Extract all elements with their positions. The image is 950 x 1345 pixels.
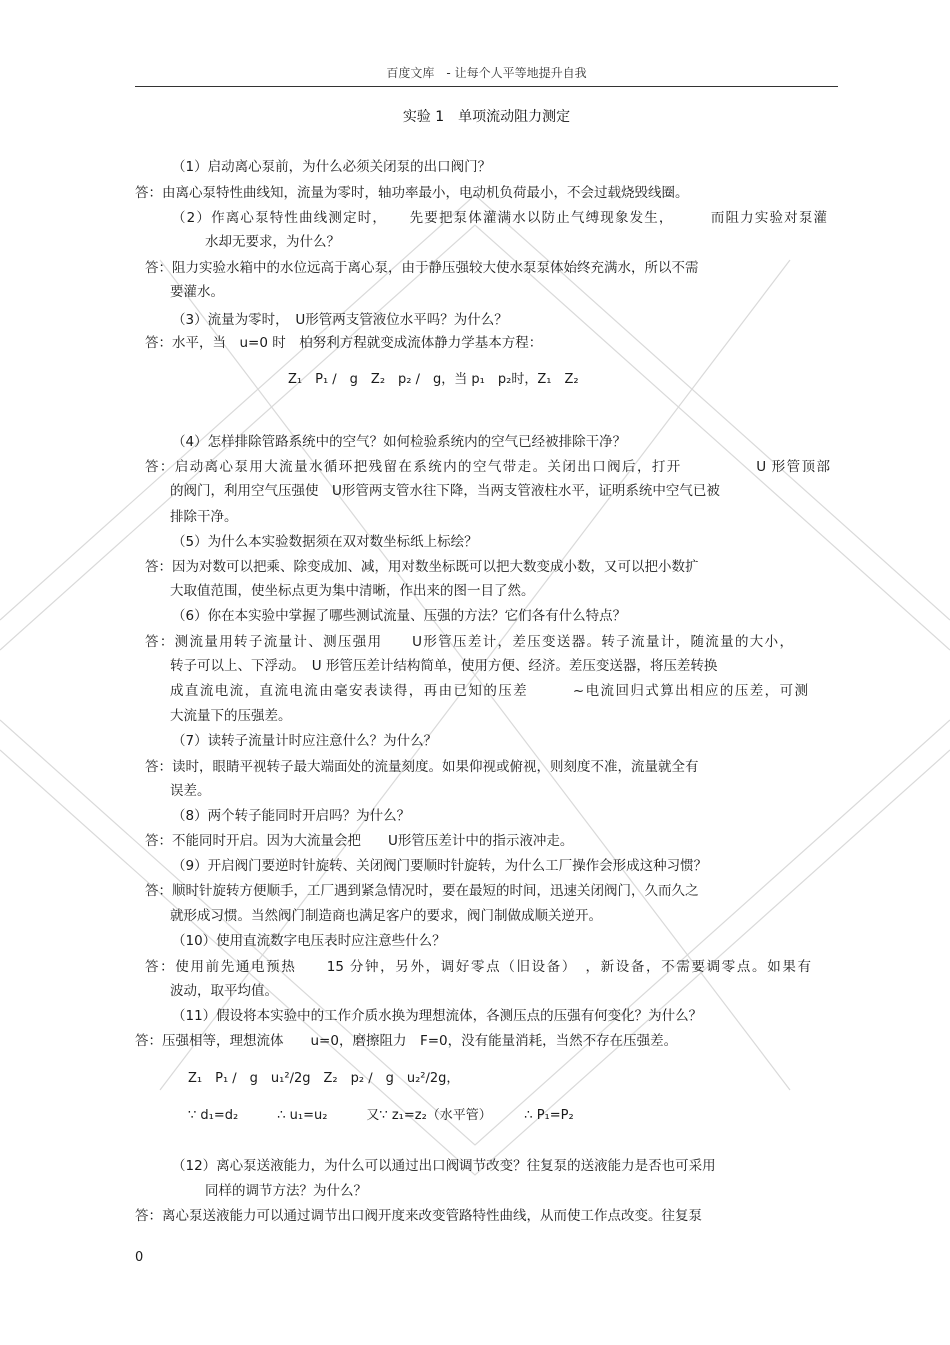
answer-6-cont: 转子可以上、下浮动。 U 形管压差计结构简单，使用方便、经济。差压变送器，将压差转换	[170, 658, 718, 674]
answer-7: 答：读时，眼睛平视转子最大端面处的流量刻度。如果仰视或俯视，则刻度不准，流量就全有	[145, 759, 699, 775]
answer-9-cont: 就形成习惯。当然阀门制造商也满足客户的要求，阀门制做成顺关逆开。	[170, 908, 602, 924]
answer-8: 答：不能同时开启。因为大流量会把 U形管压差计中的指示液冲走。	[145, 833, 574, 849]
question-8: （8）两个转子能同时开启吗？为什么？	[172, 808, 411, 824]
answer-6-cont3: 大流量下的压强差。	[170, 708, 292, 724]
question-11: （11）假设将本实验中的工作介质水换为理想流体，各测压点的压强有何变化？为什么？	[172, 1008, 703, 1024]
page-number: 0	[135, 1250, 144, 1265]
question-10: （10）使用直流数字电压表时应注意些什么？	[172, 933, 446, 949]
answer-4-cont2: 排除干净。	[170, 509, 238, 525]
answer-1: 答：由离心泵特性曲线知，流量为零时，轴功率最小，电动机负荷最小，不会过载烧毁线圈。	[135, 185, 689, 201]
answer-12: 答：离心泵送液能力可以通过调节出口阀开度来改变管路特性曲线，从而使工作点改变。往复泵	[135, 1208, 702, 1224]
question-3: （3）流量为零时， U形管两支管液位水平吗？为什么？	[172, 312, 508, 328]
formula-bernoulli: Z₁ P₁ ∕ g u₁²∕2g Z₂ p₂ ∕ g u₂²∕2g，	[188, 1071, 460, 1086]
page-header: 百度文库 - 让每个人平等地提升自我	[386, 66, 587, 80]
answer-5: 答：因为对数可以把乘、除变成加、减，用对数坐标既可以把大数变成小数，又可以把小数扩	[145, 559, 699, 575]
page-title: 实验 1 单项流动阻力测定	[402, 109, 571, 125]
question-1: （1）启动离心泵前，为什么必须关闭泵的出口阀门？	[172, 159, 492, 175]
question-2: （2）作离心泵特性曲线测定时， 先要把泵体灌满水以防止气缚现象发生， 而阻力实验对泵灌	[172, 210, 827, 226]
answer-2: 答：阻力实验水箱中的水位远高于离心泵，由于静压强较大使水泵泵体始终充满水，所以不需	[145, 260, 699, 276]
header-divider	[135, 86, 838, 87]
question-4: （4）怎样排除管路系统中的空气？如何检验系统内的空气已经被排除干净？	[172, 434, 627, 450]
answer-3: 答：水平，当 u=0 时 柏努利方程就变成流体静力学基本方程：	[145, 335, 543, 351]
answer-2-cont: 要灌水。	[170, 284, 224, 300]
answer-4-cont: 的阀门，利用空气压强使 U形管两支管水往下降，当两支管液柱水平，证明系统中空气已被	[170, 483, 720, 499]
question-6: （6）你在本实验中掌握了哪些测试流量、压强的方法？它们各有什么特点？	[172, 608, 627, 624]
question-9: （9）开启阀门要逆时针旋转、关闭阀门要顺时针旋转，为什么工厂操作会形成这种习惯？	[172, 858, 708, 874]
answer-10: 答：使用前先通电预热 15 分钟，另外，调好零点（旧设备） ，新设备，不需要调零点。如果有	[145, 959, 811, 975]
question-2-cont: 水却无要求，为什么？	[205, 234, 340, 250]
watermark-stroke	[0, 720, 950, 1145]
answer-6: 答：测流量用转子流量计、测压强用 U形管压差计，差压变送器。转子流量计，随流量的大小，	[145, 634, 793, 650]
answer-7-cont: 误差。	[170, 783, 211, 799]
question-12: （12）离心泵送液能力，为什么可以通过出口阀调节改变？往复泵的送液能力是否也可采用	[172, 1158, 716, 1174]
answer-10-cont: 波动，取平均值。	[170, 983, 278, 999]
answer-4: 答：启动离心泵用大流量水循环把残留在系统内的空气带走。关闭出口阀后，打开 U 形管顶部	[145, 459, 830, 475]
formula-hydrostatic: Z₁ P₁ ∕ g Z₂ p₂ ∕ g，当 p₁ p₂时，Z₁ Z₂	[288, 372, 579, 387]
question-12-cont: 同样的调节方法？为什么？	[205, 1183, 367, 1199]
question-7: （7）读转子流量计时应注意什么？为什么？	[172, 733, 438, 749]
formula-derivation: ∵ d₁=d₂ ∴ u₁=u₂ 又∵ z₁=z₂（水平管） ∴ P₁=P₂	[188, 1108, 574, 1123]
answer-5-cont: 大取值范围，使坐标点更为集中清晰，作出来的图一目了然。	[170, 583, 535, 599]
question-5: （5）为什么本实验数据须在双对数坐标纸上标绘？	[172, 534, 478, 550]
answer-6-cont2: 成直流电流，直流电流由毫安表读得，再由已知的压差 ~电流回归式算出相应的压差，可测	[170, 683, 808, 699]
answer-11: 答：压强相等，理想流体 u=0，磨擦阻力 F=0，没有能量消耗，当然不存在压强差。	[135, 1033, 678, 1049]
answer-9: 答：顺时针旋转方便顺手，工厂遇到紧急情况时，要在最短的时间，迅速关闭阀门，久而久之	[145, 883, 699, 899]
